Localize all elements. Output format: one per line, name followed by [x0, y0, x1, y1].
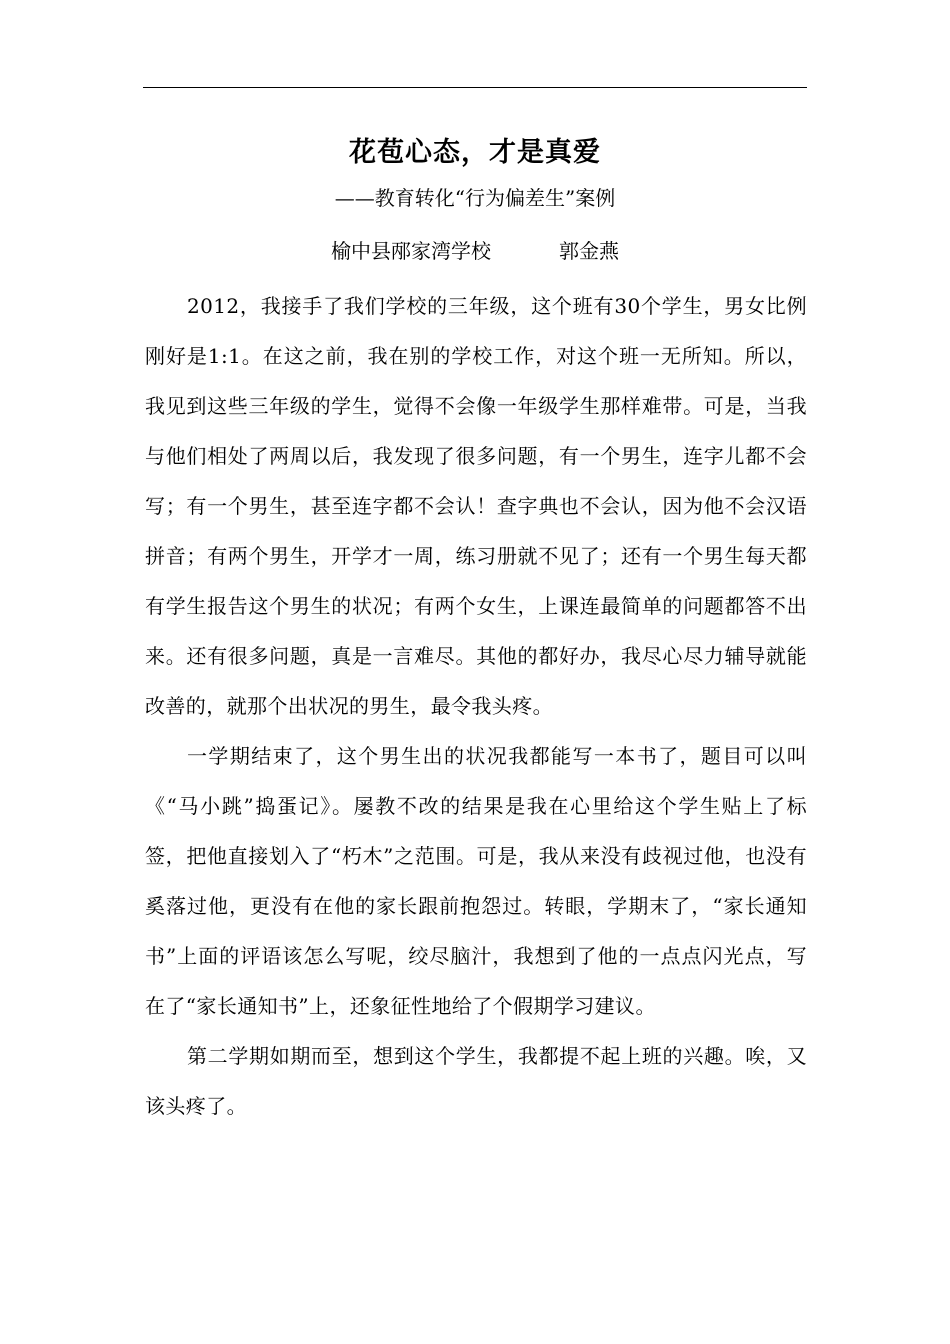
author-name: 郭金燕: [559, 239, 619, 263]
school-name: 榆中县邴家湾学校: [331, 239, 491, 263]
paragraph: 第二学期如期而至，想到这个学生，我都提不起上班的兴趣。唉，又该头疼了。: [145, 1044, 807, 1118]
header-rule: [143, 87, 807, 88]
document-title: 花苞心态，才是真爱: [349, 137, 601, 168]
document-subtitle: ——教育转化“行为偏差生”案例: [334, 186, 616, 210]
paragraph: 2012，我接手了我们学校的三年级，这个班有30个学生，男女比例刚好是1:1。在这之前，我在别的学校工作，对这个班一无所知。所以，我见到这些三年级的学生，觉得不会像一年级学生那样难带。可是，当我与他们相处了两周以后，我发现了很多问题，有一个男生，连字儿都不会写；有一个男生，甚至连字都不会认！查字典也不会认，因为他不会汉语拼音；有两个男生，开学才一周，练习册就不见了；还有一个男生每天都有学生报告这个男生的状况；有两个女生，上课连最简单的问题都答不出来。还有很多问题，真是一言难尽。其他的都好办，我尽心尽力辅导就能改善的，就那个出状况的男生，最令我头疼。: [145, 294, 807, 718]
body-text: [145, 281, 807, 1131]
paragraph: 一学期结束了，这个男生出的状况我都能写一本书了，题目可以叫《“马小跳”捣蛋记》。屡教不改的结果是我在心里给这个学生贴上了标签，把他直接划入了“朽木”之范围。可是，我从来没有歧视过他，也没有奚落过他，更没有在他的家长跟前抱怨过。转眼，学期末了，“家长通知书”上面的评语该怎么写呢，绞尽脑汁，我想到了他的一点点闪光点，写在了“家长通知书”上，还象征性地给了个假期学习建议。: [145, 744, 807, 1018]
author-line: [0, 235, 950, 267]
